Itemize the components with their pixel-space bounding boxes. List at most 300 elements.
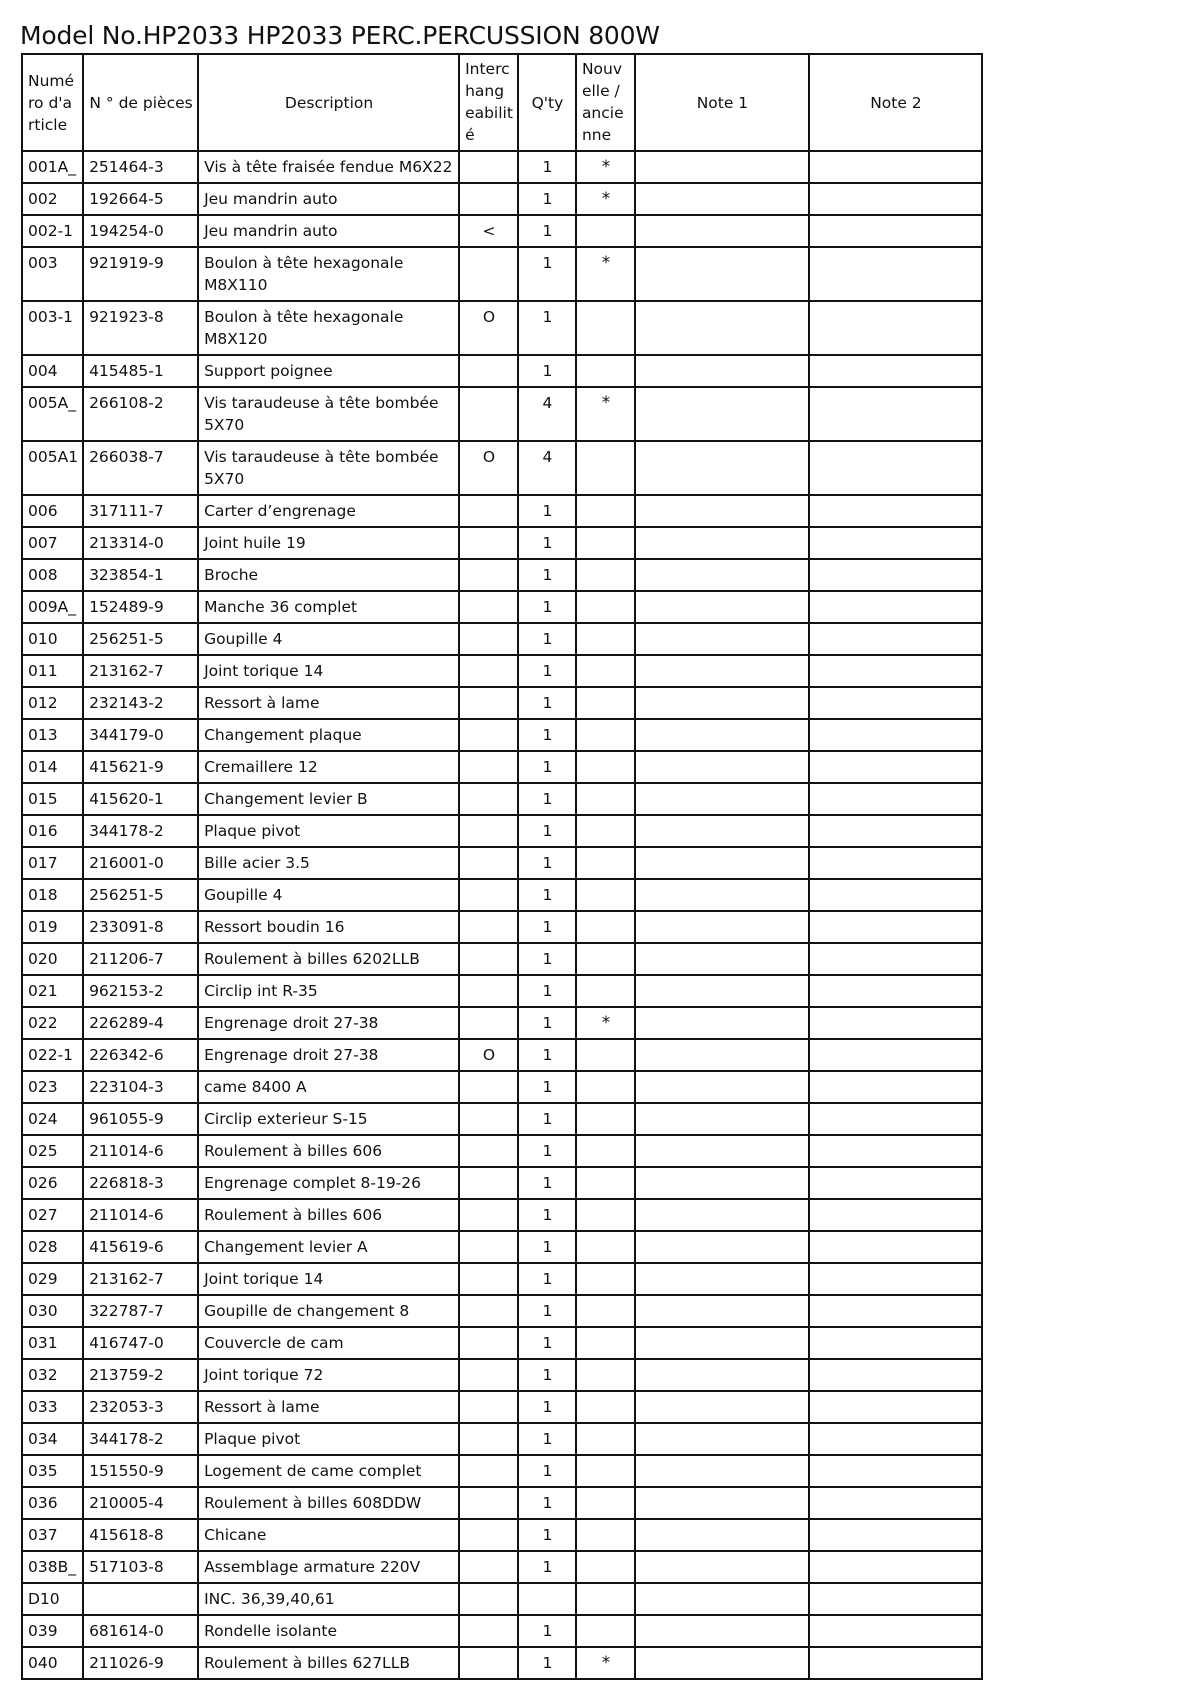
description-cell: Ressort boudin 16: [198, 911, 459, 943]
item-no-cell: 033: [22, 1391, 83, 1423]
interchangeability-cell: [459, 815, 518, 847]
note-1-cell: [635, 1103, 809, 1135]
table-row: [22, 1551, 982, 1583]
interchangeability-cell: [459, 559, 518, 591]
interchangeability-cell: <: [459, 215, 518, 247]
table-row: [22, 911, 982, 943]
item-no-cell: 040: [22, 1647, 83, 1679]
qty-cell: 1: [518, 1167, 576, 1199]
table-row: [22, 1423, 982, 1455]
table-row: [22, 1359, 982, 1391]
qty-cell: 1: [518, 1199, 576, 1231]
qty-cell: 1: [518, 1423, 576, 1455]
note-1-cell: [635, 355, 809, 387]
description-cell: Vis taraudeuse à tête bombée 5X70: [198, 387, 459, 441]
interchangeability-cell: [459, 1615, 518, 1647]
description-cell: Roulement à billes 606: [198, 1135, 459, 1167]
item-no-cell: 015: [22, 783, 83, 815]
note-1-cell: [635, 1647, 809, 1679]
item-no-cell: 016: [22, 815, 83, 847]
qty-cell: 1: [518, 1295, 576, 1327]
note-1-cell: [635, 1295, 809, 1327]
interchangeability-cell: [459, 1295, 518, 1327]
new-old-cell: *: [576, 247, 635, 301]
note-2-cell: [809, 1615, 982, 1647]
item-no-cell: 006: [22, 495, 83, 527]
new-old-cell: [576, 751, 635, 783]
header-qty: Q'ty: [518, 54, 576, 151]
description-cell: Jeu mandrin auto: [198, 215, 459, 247]
table-row: [22, 687, 982, 719]
new-old-cell: [576, 441, 635, 495]
table-row: [22, 301, 982, 355]
part-no-cell: 211014-6: [83, 1199, 198, 1231]
item-no-cell: 007: [22, 527, 83, 559]
qty-cell: 1: [518, 183, 576, 215]
note-1-cell: [635, 301, 809, 355]
interchangeability-cell: [459, 247, 518, 301]
qty-cell: 1: [518, 1327, 576, 1359]
item-no-cell: 002-1: [22, 215, 83, 247]
new-old-cell: [576, 847, 635, 879]
item-no-cell: 001A_: [22, 151, 83, 183]
table-row: [22, 1647, 982, 1679]
qty-cell: 1: [518, 1135, 576, 1167]
qty-cell: 1: [518, 1007, 576, 1039]
description-cell: Vis à tête fraisée fendue M6X22: [198, 151, 459, 183]
item-no-cell: 008: [22, 559, 83, 591]
new-old-cell: [576, 687, 635, 719]
table-row: [22, 1007, 982, 1039]
part-no-cell: 152489-9: [83, 591, 198, 623]
qty-cell: 1: [518, 1551, 576, 1583]
interchangeability-cell: [459, 783, 518, 815]
note-2-cell: [809, 943, 982, 975]
new-old-cell: [576, 815, 635, 847]
table-row: [22, 1263, 982, 1295]
item-no-cell: 002: [22, 183, 83, 215]
table-row: [22, 1039, 982, 1071]
qty-cell: 1: [518, 1647, 576, 1679]
note-2-cell: [809, 1359, 982, 1391]
note-2-cell: [809, 1135, 982, 1167]
part-no-cell: 194254-0: [83, 215, 198, 247]
part-no-cell: 211026-9: [83, 1647, 198, 1679]
new-old-cell: [576, 1327, 635, 1359]
note-1-cell: [635, 527, 809, 559]
item-no-cell: 027: [22, 1199, 83, 1231]
qty-cell: 1: [518, 1263, 576, 1295]
note-1-cell: [635, 943, 809, 975]
interchangeability-cell: O: [459, 301, 518, 355]
qty-cell: 1: [518, 751, 576, 783]
note-2-cell: [809, 1295, 982, 1327]
item-no-cell: 036: [22, 1487, 83, 1519]
item-no-cell: 004: [22, 355, 83, 387]
item-no-cell: 013: [22, 719, 83, 751]
note-1-cell: [635, 441, 809, 495]
note-1-cell: [635, 591, 809, 623]
part-no-cell: 681614-0: [83, 1615, 198, 1647]
part-no-cell: 266038-7: [83, 441, 198, 495]
interchangeability-cell: [459, 495, 518, 527]
table-row: [22, 783, 982, 815]
interchangeability-cell: [459, 591, 518, 623]
qty-cell: 1: [518, 151, 576, 183]
qty-cell: 1: [518, 495, 576, 527]
new-old-cell: [576, 1231, 635, 1263]
note-1-cell: [635, 1007, 809, 1039]
interchangeability-cell: [459, 1583, 518, 1615]
qty-cell: [518, 1583, 576, 1615]
description-cell: Support poignee: [198, 355, 459, 387]
table-row: [22, 943, 982, 975]
note-1-cell: [635, 1615, 809, 1647]
interchangeability-cell: O: [459, 1039, 518, 1071]
part-no-cell: 517103-8: [83, 1551, 198, 1583]
note-1-cell: [635, 1487, 809, 1519]
interchangeability-cell: [459, 1391, 518, 1423]
table-row: [22, 527, 982, 559]
qty-cell: 1: [518, 355, 576, 387]
part-no-cell: 213759-2: [83, 1359, 198, 1391]
description-cell: Goupille de changement 8: [198, 1295, 459, 1327]
header-description: Description: [198, 54, 459, 151]
qty-cell: 1: [518, 1359, 576, 1391]
note-1-cell: [635, 1039, 809, 1071]
item-no-cell: 032: [22, 1359, 83, 1391]
description-cell: Roulement à billes 606: [198, 1199, 459, 1231]
note-1-cell: [635, 1263, 809, 1295]
description-cell: Goupille 4: [198, 623, 459, 655]
new-old-cell: [576, 559, 635, 591]
interchangeability-cell: [459, 847, 518, 879]
note-2-cell: [809, 355, 982, 387]
note-2-cell: [809, 247, 982, 301]
table-row: [22, 1615, 982, 1647]
table-row: [22, 495, 982, 527]
note-1-cell: [635, 559, 809, 591]
item-no-cell: 019: [22, 911, 83, 943]
note-1-cell: [635, 623, 809, 655]
table-row: [22, 151, 982, 183]
part-no-cell: [83, 1583, 198, 1615]
description-cell: Ressort à lame: [198, 1391, 459, 1423]
item-no-cell: 011: [22, 655, 83, 687]
part-no-cell: 211206-7: [83, 943, 198, 975]
note-2-cell: [809, 1551, 982, 1583]
interchangeability-cell: [459, 687, 518, 719]
interchangeability-cell: [459, 623, 518, 655]
description-cell: Joint torique 14: [198, 655, 459, 687]
interchangeability-cell: [459, 151, 518, 183]
interchangeability-cell: [459, 1551, 518, 1583]
part-no-cell: 210005-4: [83, 1487, 198, 1519]
qty-cell: 1: [518, 1071, 576, 1103]
part-no-cell: 256251-5: [83, 879, 198, 911]
note-1-cell: [635, 247, 809, 301]
item-no-cell: 010: [22, 623, 83, 655]
table-row: [22, 1071, 982, 1103]
new-old-cell: [576, 719, 635, 751]
qty-cell: 1: [518, 559, 576, 591]
note-2-cell: [809, 1327, 982, 1359]
header-part-no: N ° de pièces: [83, 54, 198, 151]
item-no-cell: 026: [22, 1167, 83, 1199]
part-no-cell: 344179-0: [83, 719, 198, 751]
part-no-cell: 344178-2: [83, 1423, 198, 1455]
parts-table: [21, 53, 983, 1680]
table-row: [22, 815, 982, 847]
new-old-cell: [576, 1295, 635, 1327]
new-old-cell: [576, 1103, 635, 1135]
table-row: [22, 1167, 982, 1199]
description-cell: Engrenage complet 8-19-26: [198, 1167, 459, 1199]
qty-cell: 1: [518, 655, 576, 687]
item-no-cell: 035: [22, 1455, 83, 1487]
table-row: [22, 1455, 982, 1487]
description-cell: Plaque pivot: [198, 1423, 459, 1455]
part-no-cell: 415621-9: [83, 751, 198, 783]
part-no-cell: 232143-2: [83, 687, 198, 719]
description-cell: Cremaillere 12: [198, 751, 459, 783]
note-1-cell: [635, 1583, 809, 1615]
table-row: [22, 387, 982, 441]
item-no-cell: 017: [22, 847, 83, 879]
description-cell: Jeu mandrin auto: [198, 183, 459, 215]
note-1-cell: [635, 1135, 809, 1167]
item-no-cell: 012: [22, 687, 83, 719]
interchangeability-cell: [459, 1487, 518, 1519]
description-cell: Circlip int R-35: [198, 975, 459, 1007]
note-2-cell: [809, 1231, 982, 1263]
new-old-cell: [576, 1391, 635, 1423]
table-row: [22, 215, 982, 247]
item-no-cell: 018: [22, 879, 83, 911]
part-no-cell: 213162-7: [83, 1263, 198, 1295]
qty-cell: 1: [518, 1103, 576, 1135]
note-1-cell: [635, 847, 809, 879]
table-row: [22, 1103, 982, 1135]
note-2-cell: [809, 1199, 982, 1231]
part-no-cell: 344178-2: [83, 815, 198, 847]
item-no-cell: 003: [22, 247, 83, 301]
part-no-cell: 415619-6: [83, 1231, 198, 1263]
new-old-cell: *: [576, 1007, 635, 1039]
header-item-no: Numé ro d'a rticle: [22, 54, 83, 151]
part-no-cell: 232053-3: [83, 1391, 198, 1423]
qty-cell: 1: [518, 687, 576, 719]
note-2-cell: [809, 655, 982, 687]
item-no-cell: 025: [22, 1135, 83, 1167]
part-no-cell: 216001-0: [83, 847, 198, 879]
interchangeability-cell: [459, 1103, 518, 1135]
table-row: [22, 1199, 982, 1231]
description-cell: Roulement à billes 6202LLB: [198, 943, 459, 975]
interchangeability-cell: [459, 1135, 518, 1167]
qty-cell: 1: [518, 815, 576, 847]
note-1-cell: [635, 815, 809, 847]
interchangeability-cell: [459, 975, 518, 1007]
table-row: [22, 655, 982, 687]
part-no-cell: 323854-1: [83, 559, 198, 591]
new-old-cell: [576, 1199, 635, 1231]
note-1-cell: [635, 751, 809, 783]
description-cell: INC. 36,39,40,61: [198, 1583, 459, 1615]
table-header-row: [22, 54, 982, 151]
qty-cell: 1: [518, 1455, 576, 1487]
item-no-cell: 031: [22, 1327, 83, 1359]
qty-cell: 1: [518, 527, 576, 559]
new-old-cell: [576, 301, 635, 355]
item-no-cell: 014: [22, 751, 83, 783]
table-row: [22, 1295, 982, 1327]
note-2-cell: [809, 301, 982, 355]
note-1-cell: [635, 1327, 809, 1359]
new-old-cell: [576, 975, 635, 1007]
new-old-cell: [576, 1583, 635, 1615]
note-2-cell: [809, 719, 982, 751]
note-2-cell: [809, 879, 982, 911]
description-cell: Joint huile 19: [198, 527, 459, 559]
part-no-cell: 962153-2: [83, 975, 198, 1007]
description-cell: Roulement à billes 627LLB: [198, 1647, 459, 1679]
qty-cell: 1: [518, 911, 576, 943]
note-2-cell: [809, 1039, 982, 1071]
part-no-cell: 192664-5: [83, 183, 198, 215]
new-old-cell: [576, 495, 635, 527]
table-row: [22, 247, 982, 301]
interchangeability-cell: [459, 1647, 518, 1679]
part-no-cell: 233091-8: [83, 911, 198, 943]
new-old-cell: [576, 1135, 635, 1167]
description-cell: Vis taraudeuse à tête bombée 5X70: [198, 441, 459, 495]
qty-cell: 1: [518, 1391, 576, 1423]
part-no-cell: 266108-2: [83, 387, 198, 441]
interchangeability-cell: [459, 1007, 518, 1039]
part-no-cell: 415620-1: [83, 783, 198, 815]
qty-cell: 1: [518, 1487, 576, 1519]
part-no-cell: 921919-9: [83, 247, 198, 301]
interchangeability-cell: O: [459, 441, 518, 495]
note-1-cell: [635, 1455, 809, 1487]
table-row: [22, 847, 982, 879]
part-no-cell: 211014-6: [83, 1135, 198, 1167]
new-old-cell: [576, 355, 635, 387]
note-1-cell: [635, 151, 809, 183]
description-cell: Plaque pivot: [198, 815, 459, 847]
table-row: [22, 1135, 982, 1167]
note-2-cell: [809, 847, 982, 879]
qty-cell: 1: [518, 1615, 576, 1647]
note-1-cell: [635, 655, 809, 687]
part-no-cell: 322787-7: [83, 1295, 198, 1327]
new-old-cell: [576, 1039, 635, 1071]
note-2-cell: [809, 1391, 982, 1423]
part-no-cell: 256251-5: [83, 623, 198, 655]
note-1-cell: [635, 1199, 809, 1231]
table-row: [22, 1231, 982, 1263]
note-2-cell: [809, 1647, 982, 1679]
interchangeability-cell: [459, 943, 518, 975]
note-2-cell: [809, 1423, 982, 1455]
interchangeability-cell: [459, 1231, 518, 1263]
item-no-cell: 023: [22, 1071, 83, 1103]
qty-cell: 1: [518, 591, 576, 623]
header-new-old: Nouv elle / ancie nne: [576, 54, 635, 151]
new-old-cell: [576, 1423, 635, 1455]
new-old-cell: [576, 1519, 635, 1551]
description-cell: Circlip exterieur S-15: [198, 1103, 459, 1135]
header-interchangeability: Interc hang eabilit é: [459, 54, 518, 151]
new-old-cell: *: [576, 387, 635, 441]
note-1-cell: [635, 1551, 809, 1583]
note-2-cell: [809, 783, 982, 815]
note-1-cell: [635, 879, 809, 911]
new-old-cell: [576, 1487, 635, 1519]
qty-cell: 1: [518, 975, 576, 1007]
qty-cell: 4: [518, 387, 576, 441]
item-no-cell: 005A_: [22, 387, 83, 441]
note-1-cell: [635, 1519, 809, 1551]
interchangeability-cell: [459, 183, 518, 215]
interchangeability-cell: [459, 655, 518, 687]
note-2-cell: [809, 1071, 982, 1103]
note-2-cell: [809, 975, 982, 1007]
new-old-cell: [576, 591, 635, 623]
description-cell: Manche 36 complet: [198, 591, 459, 623]
interchangeability-cell: [459, 1455, 518, 1487]
qty-cell: 1: [518, 1039, 576, 1071]
description-cell: Broche: [198, 559, 459, 591]
qty-cell: 1: [518, 783, 576, 815]
note-1-cell: [635, 687, 809, 719]
new-old-cell: [576, 1263, 635, 1295]
note-1-cell: [635, 975, 809, 1007]
interchangeability-cell: [459, 1167, 518, 1199]
interchangeability-cell: [459, 1263, 518, 1295]
new-old-cell: [576, 911, 635, 943]
header-note-1: Note 1: [635, 54, 809, 151]
qty-cell: 1: [518, 879, 576, 911]
new-old-cell: [576, 1167, 635, 1199]
part-no-cell: 961055-9: [83, 1103, 198, 1135]
item-no-cell: 024: [22, 1103, 83, 1135]
new-old-cell: [576, 1615, 635, 1647]
part-no-cell: 223104-3: [83, 1071, 198, 1103]
interchangeability-cell: [459, 751, 518, 783]
item-no-cell: 030: [22, 1295, 83, 1327]
note-1-cell: [635, 215, 809, 247]
qty-cell: 1: [518, 215, 576, 247]
interchangeability-cell: [459, 719, 518, 751]
item-no-cell: D10: [22, 1583, 83, 1615]
description-cell: Chicane: [198, 1519, 459, 1551]
new-old-cell: *: [576, 151, 635, 183]
note-1-cell: [635, 1359, 809, 1391]
interchangeability-cell: [459, 1359, 518, 1391]
interchangeability-cell: [459, 387, 518, 441]
new-old-cell: [576, 1455, 635, 1487]
part-no-cell: 226342-6: [83, 1039, 198, 1071]
description-cell: Goupille 4: [198, 879, 459, 911]
note-1-cell: [635, 183, 809, 215]
header-note-2: Note 2: [809, 54, 982, 151]
table-row: [22, 559, 982, 591]
note-1-cell: [635, 783, 809, 815]
qty-cell: 1: [518, 1231, 576, 1263]
interchangeability-cell: [459, 1327, 518, 1359]
